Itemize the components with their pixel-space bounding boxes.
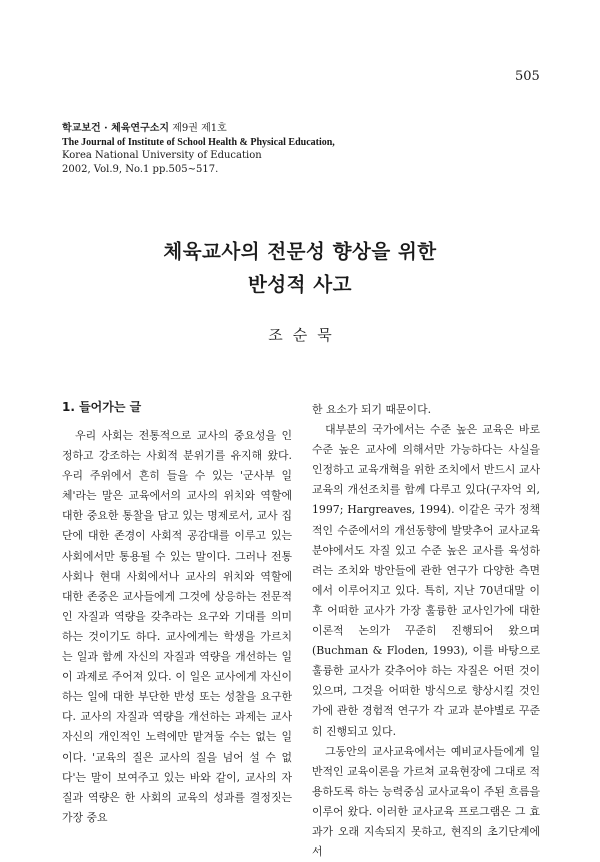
- journal-english-title: The Journal of Institute of School Health & Physical Education,: [62, 136, 335, 148]
- page-number: 505: [515, 69, 540, 84]
- right-column: [312, 400, 540, 862]
- left-paragraph-1: 우리 사회는 전통적으로 교사의 중요성을 인정하고 강조하는 사회적 분위기를 유지해 왔다. 우리 주위에서 흔히 들을 수 있는 '군사부 일체'라는 말은 교육에서의 교사의 위치와 역할에 대한 중요한 통찰을 담고 있는 명제로서, 교사 집단에 대한 존경이 사회적 공감대를 이루고 있는 사회에서만 통용될 수 있는 말이다. 그러나 전통 사회나 현대 사회에서나 교사의 위치와 역할에 대한 존중은 교사들에게 그것에 상응하는 전문적인 자질과 역량을 갖추라는 요구와 기대를 의미하는 것이기도 하다. 교사에게는 학생을 가르치는 일과 함께 자신의 자질과 역량을 개선하는 일이 과제로 주어져 있다. 이 일은 교사에게 자신이 하는 일에 대한 부단한 반성 또는 성찰을 요구한다. 교사의 자질과 역량을 개선하는 과제는 교사 자신의 개인적인 노력에만 맡겨둘 수는 없는 일이다. '교육의 질은 교사의 질을 넘어 설 수 없다'는 말이 보여주고 있는 바와 같이, 교사의 자질과 역량은 한 사회의 교육의 성과를 결정짓는 가장 중요: [62, 429, 292, 824]
- right-continuation: 한 요소가 되기 때문이다.: [312, 403, 432, 416]
- article-title: [0, 235, 600, 301]
- journal-citation: 2002, Vol.9, No.1 pp.505∼517.: [62, 163, 219, 175]
- article-title-line2: 반성적 사고: [248, 273, 352, 296]
- journal-korean-title: 학교보건 · 체육연구소지: [62, 123, 170, 134]
- journal-info: [62, 122, 335, 176]
- left-column: [62, 397, 292, 828]
- right-paragraph-3: 그동안의 교사교육에서는 예비교사들에게 일반적인 교육이론을 가르쳐 교육현장에 그대로 적용하도록 하는 능력중심 교사교육이 주된 흐름을 이루어 왔다. 이러한 교사교육 프로그램은 그 효과가 오래 지속되지 못하고, 현직의 초기단계에서: [312, 744, 540, 859]
- right-paragraph-2: 대부분의 국가에서는 수준 높은 교육은 바로 수준 높은 교사에 의해서만 가능하다는 사실을 인정하고 교육개혁을 위한 조치에서 반드시 교사교육의 개선조치를 함께 다루고 있다(구자억 외, 1997; Hargreaves, 1994). 이같은 국가 정책적인 수준에서의 개선동향에 발맞추어 교사교육 분야에서도 자질 있고 수준 높은 교사를 육성하려는 조치와 방안들에 관한 연구가 다양한 측면에서 이루어지고 있다. 특히, 지난 70년대말 이후 어떠한 교사가 가장 훌륭한 교사인가에 대한 이론적 논의가 꾸준히 진행되어 왔으며(Buchman & Floden, 1993), 이를 바탕으로 훌륭한 교사가 갖추어야 하는 자질은 어떤 것이 있으며, 그것을 어떠한 방식으로 향상시킬 것인가에 관한 경험적 연구가 각 교과 분야별로 꾸준히 진행되고 있다.: [312, 423, 540, 738]
- article-title-line1: 체육교사의 전문성 향상을 위한: [163, 240, 437, 263]
- journal-university: Korea National University of Education: [62, 150, 262, 161]
- journal-korean-line: [62, 122, 335, 136]
- journal-korean-volume: 제9권 제1호: [172, 123, 227, 134]
- section-heading: 1. 들어가는 글: [62, 400, 142, 414]
- article-author: 조순묵: [268, 326, 342, 344]
